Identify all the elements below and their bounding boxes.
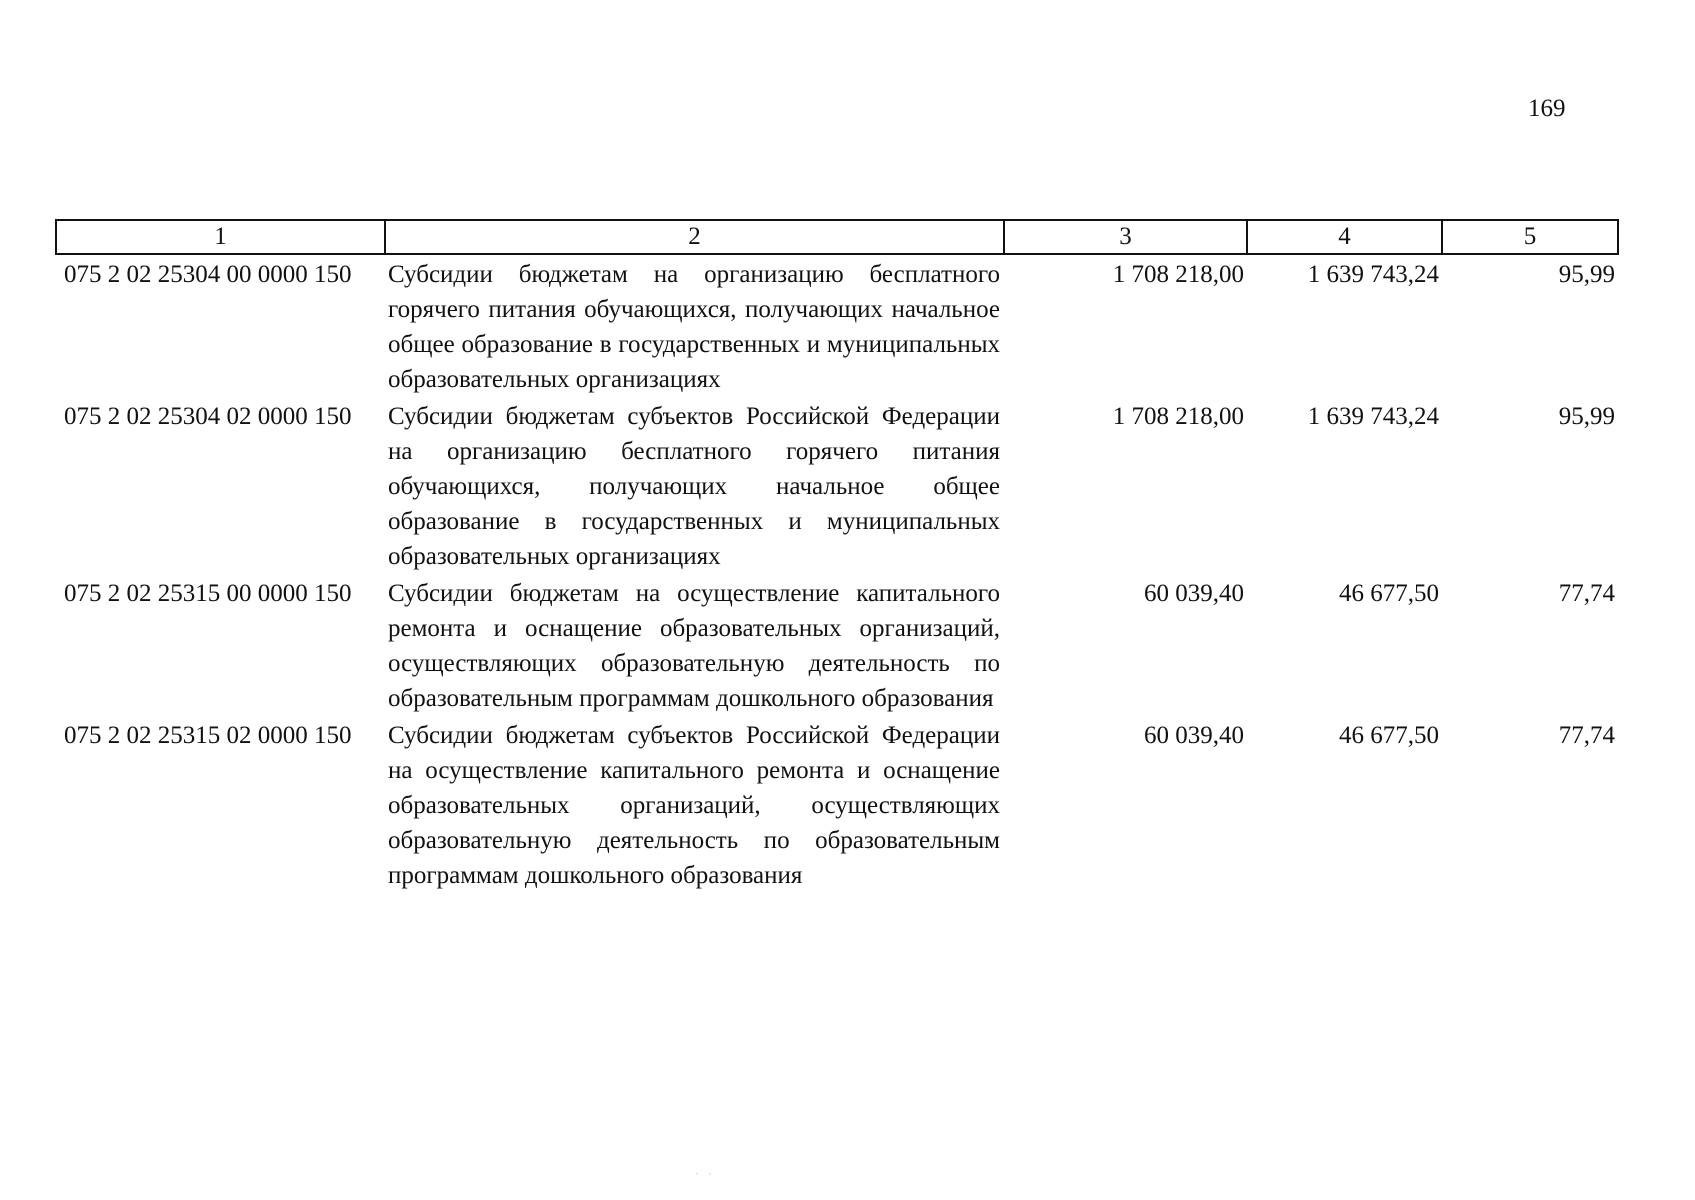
budget-code-cell: 075 2 02 25315 00 0000 150	[64, 580, 352, 607]
value-col3-cell: 60 039,40	[1144, 722, 1244, 749]
table-row	[56, 397, 1618, 574]
header-cell-1: 1	[56, 220, 385, 254]
header-row	[56, 220, 1618, 254]
value-col4-cell: 1 639 743,24	[1307, 403, 1439, 430]
value-col4-cell: 1 639 743,24	[1307, 261, 1439, 288]
description-cell: Субсидии бюджетам субъектов Российской Федерации на осуществление капитального ремонта и оснащение образовательных организаций, осуществляющих образовательную деятельность по образовательным программам дошкольного образования	[388, 722, 1000, 889]
table-header	[56, 220, 1618, 254]
scan-artifact: ‧ ‧	[695, 1167, 712, 1181]
value-col3-cell: 60 039,40	[1144, 580, 1244, 607]
header-cell-3: 3	[1004, 220, 1247, 254]
description-cell: Субсидии бюджетам на осуществление капитального ремонта и оснащение образовательных организаций, осуществляющих образовательную деятельность по образовательным программам дошкольного образования	[388, 580, 1000, 712]
value-col4-cell: 46 677,50	[1339, 722, 1439, 749]
value-col3-cell: 1 708 218,00	[1112, 403, 1244, 430]
table-row	[56, 716, 1618, 893]
budget-code-cell: 075 2 02 25315 02 0000 150	[64, 722, 352, 749]
value-col5-cell: 77,74	[1558, 722, 1615, 749]
description-cell: Субсидии бюджетам на организацию бесплатного горячего питания обучающихся, получающих начальное общее образование в государственных и муниципальных образовательных организациях	[388, 261, 1000, 393]
table-row	[56, 254, 1618, 397]
value-col5-cell: 95,99	[1558, 261, 1615, 288]
header-cell-4: 4	[1247, 220, 1442, 254]
budget-table	[55, 219, 1619, 893]
value-col5-cell: 95,99	[1558, 403, 1615, 430]
table-body	[56, 254, 1618, 893]
table-row	[56, 574, 1618, 716]
header-cell-5: 5	[1442, 220, 1618, 254]
value-col4-cell: 46 677,50	[1339, 580, 1439, 607]
budget-code-cell: 075 2 02 25304 00 0000 150	[64, 261, 352, 288]
value-col5-cell: 77,74	[1558, 580, 1615, 607]
description-cell: Субсидии бюджетам субъектов Российской Федерации на организацию бесплатного горячего питания обучающихся, получающих начальное общее образование в государственных и муниципальных образовательных организациях	[388, 403, 1000, 570]
budget-code-cell: 075 2 02 25304 02 0000 150	[64, 403, 352, 430]
header-cell-2: 2	[385, 220, 1004, 254]
value-col3-cell: 1 708 218,00	[1112, 261, 1244, 288]
page-number: 169	[1528, 95, 1566, 122]
